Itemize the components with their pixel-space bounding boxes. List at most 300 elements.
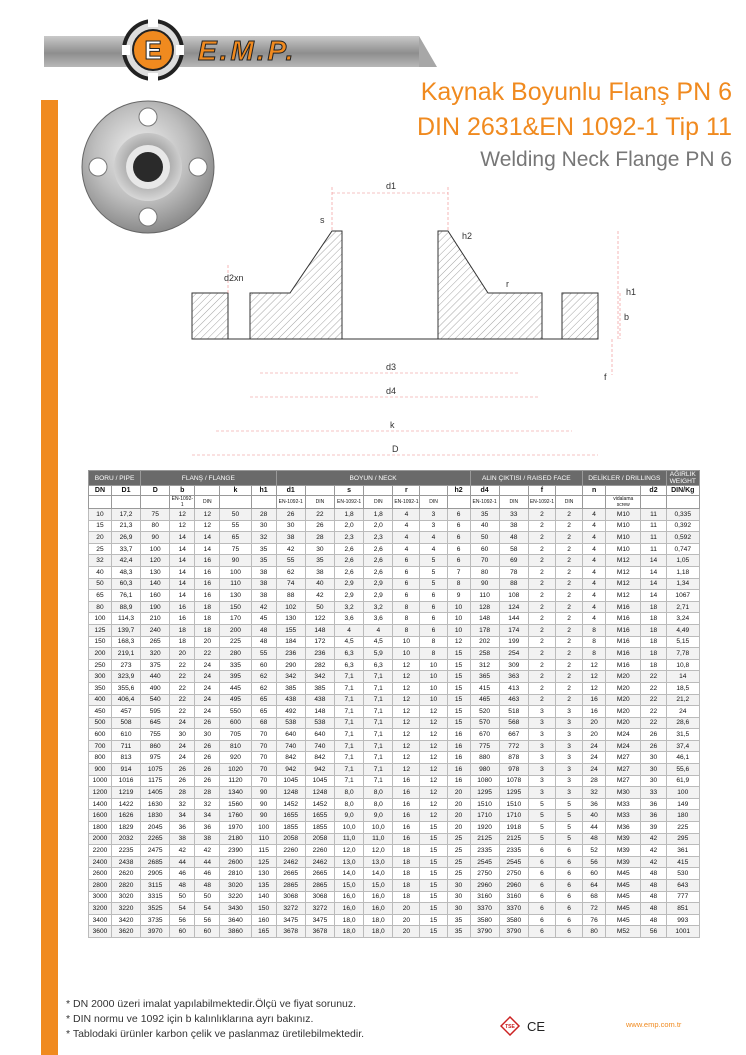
table-cell: 16 xyxy=(447,752,470,764)
table-cell: 2390 xyxy=(220,845,251,857)
table-cell: 6 xyxy=(393,555,420,567)
table-cell: 980 xyxy=(470,764,499,776)
website-link[interactable]: www.emp.com.tr xyxy=(626,1020,682,1029)
table-cell: 2600 xyxy=(89,868,112,880)
table-cell: 4 xyxy=(583,613,606,625)
table-cell: 0,592 xyxy=(666,532,699,544)
table-cell: 32 xyxy=(89,555,112,567)
table-cell: 26 xyxy=(195,717,220,729)
table-cell: 100 xyxy=(141,543,170,555)
table-cell: 2,6 xyxy=(364,555,393,567)
table-cell: 155 xyxy=(276,624,305,636)
table-cell: 1045 xyxy=(276,775,305,787)
table-row xyxy=(89,787,700,799)
table-cell: 4 xyxy=(583,520,606,532)
table-cell: 1000 xyxy=(89,775,112,787)
table-cell: 645 xyxy=(141,717,170,729)
table-cell: 2,0 xyxy=(335,520,364,532)
table-cell: 34 xyxy=(195,810,220,822)
table-cell: 4 xyxy=(393,532,420,544)
table-cell: 32 xyxy=(251,532,276,544)
table-cell: 3 xyxy=(555,787,582,799)
table-cell: 508 xyxy=(111,717,140,729)
table-cell: 878 xyxy=(499,752,528,764)
table-cell: M10 xyxy=(606,509,641,521)
table-cell: 2545 xyxy=(499,856,528,868)
table-cell: 22 xyxy=(170,671,195,683)
table-cell: 76,1 xyxy=(111,590,140,602)
table-cell: 12 xyxy=(447,636,470,648)
table-cell: 12 xyxy=(195,520,220,532)
table-cell: 16 xyxy=(583,706,606,718)
table-cell: 90 xyxy=(141,532,170,544)
table-cell: 6 xyxy=(555,891,582,903)
table-cell: 1830 xyxy=(141,810,170,822)
table-cell: 140 xyxy=(251,891,276,903)
table-cell: 7,1 xyxy=(364,752,393,764)
table-cell: 13,0 xyxy=(335,856,364,868)
table-cell: M12 xyxy=(606,590,641,602)
table-cell: 2 xyxy=(555,648,582,660)
table-cell: 4 xyxy=(393,509,420,521)
table-cell: 14,0 xyxy=(335,868,364,880)
table-cell: 8 xyxy=(393,601,420,613)
table-cell: 18 xyxy=(393,880,420,892)
table-cell: 130 xyxy=(220,590,251,602)
table-cell: 225 xyxy=(220,636,251,648)
table-cell: 68 xyxy=(583,891,606,903)
table-row xyxy=(89,671,700,683)
table-cell: 3860 xyxy=(220,926,251,938)
table-cell: 15 xyxy=(420,926,447,938)
table-cell: 60 xyxy=(251,659,276,671)
table-cell: 3272 xyxy=(276,903,305,915)
table-cell: 14 xyxy=(641,555,666,567)
table-cell: 150 xyxy=(220,601,251,613)
table-cell: 4 xyxy=(420,543,447,555)
table-cell: 7,1 xyxy=(335,706,364,718)
table-cell: 130 xyxy=(251,868,276,880)
table-cell: 90 xyxy=(470,578,499,590)
table-cell: 740 xyxy=(305,740,334,752)
table-cell: M27 xyxy=(606,775,641,787)
table-cell: 6 xyxy=(555,926,582,938)
table-cell: 46 xyxy=(195,868,220,880)
table-cell: 14 xyxy=(170,590,195,602)
table-cell: 5 xyxy=(528,822,555,834)
group-weight: AĞIRLIK WEIGHT xyxy=(666,471,699,486)
table-cell: 3 xyxy=(528,787,555,799)
table-cell: 26 xyxy=(641,740,666,752)
table-row xyxy=(89,543,700,555)
table-cell: 595 xyxy=(141,706,170,718)
table-cell: 15 xyxy=(447,706,470,718)
table-cell: 993 xyxy=(666,914,699,926)
table-cell: 7 xyxy=(447,566,470,578)
table-row xyxy=(89,822,700,834)
table-cell: 80 xyxy=(583,926,606,938)
table-cell: 2 xyxy=(528,578,555,590)
column-subheader: DIN xyxy=(305,496,334,509)
table-cell: 3115 xyxy=(141,880,170,892)
column-subheader: EN-1092-1 xyxy=(335,496,364,509)
table-cell: 7,78 xyxy=(666,648,699,660)
table-cell: 148 xyxy=(305,624,334,636)
table-cell: 50 xyxy=(89,578,112,590)
table-cell: 190 xyxy=(141,601,170,613)
table-row xyxy=(89,613,700,625)
table-cell: 320 xyxy=(141,648,170,660)
table-cell: 42 xyxy=(641,845,666,857)
table-cell: 30 xyxy=(641,764,666,776)
table-cell: 14 xyxy=(641,566,666,578)
table-cell: 12 xyxy=(195,509,220,521)
table-cell: 38 xyxy=(276,532,305,544)
table-cell: 914 xyxy=(111,764,140,776)
table-cell: 10,8 xyxy=(666,659,699,671)
table-cell: 15 xyxy=(420,856,447,868)
table-cell: 10 xyxy=(420,659,447,671)
table-cell: 3 xyxy=(528,752,555,764)
table-cell: 568 xyxy=(499,717,528,729)
table-cell: 2750 xyxy=(470,868,499,880)
table-cell: 30 xyxy=(251,520,276,532)
table-cell: 3 xyxy=(555,752,582,764)
table-row xyxy=(89,648,700,660)
table-cell: 14 xyxy=(641,578,666,590)
table-cell: 110 xyxy=(251,833,276,845)
table-cell: 14 xyxy=(195,532,220,544)
table-cell: 4,49 xyxy=(666,624,699,636)
table-cell: 26 xyxy=(305,520,334,532)
column-subheader xyxy=(89,496,112,509)
table-cell: 168,3 xyxy=(111,636,140,648)
table-cell: 395 xyxy=(220,671,251,683)
table-cell: 24 xyxy=(195,659,220,671)
table-cell: 700 xyxy=(89,740,112,752)
table-cell: 38 xyxy=(305,566,334,578)
table-cell: 2 xyxy=(555,543,582,555)
table-cell: 14,0 xyxy=(364,868,393,880)
table-cell: 7,1 xyxy=(364,671,393,683)
table-cell: 265 xyxy=(141,636,170,648)
table-cell: 22 xyxy=(641,694,666,706)
table-cell: 2665 xyxy=(276,868,305,880)
table-cell: 3315 xyxy=(141,891,170,903)
table-cell: 600 xyxy=(220,717,251,729)
table-cell: 178 xyxy=(470,624,499,636)
table-row xyxy=(89,624,700,636)
brand-name: E.M.P. xyxy=(198,35,297,66)
table-cell: 342 xyxy=(305,671,334,683)
table-cell: 55,6 xyxy=(666,764,699,776)
group-neck: BOYUN / NECK xyxy=(276,471,470,486)
table-cell: 38 xyxy=(251,578,276,590)
table-cell: 210 xyxy=(141,613,170,625)
table-cell: 70 xyxy=(251,764,276,776)
table-cell: 60 xyxy=(170,926,195,938)
table-cell: 13,0 xyxy=(364,856,393,868)
table-cell: 40 xyxy=(583,810,606,822)
table-cell: 124 xyxy=(499,601,528,613)
table-cell: 7,1 xyxy=(335,775,364,787)
table-cell: 1078 xyxy=(499,775,528,787)
accent-side-bar xyxy=(41,100,58,1055)
table-cell: 3 xyxy=(555,775,582,787)
column-header: DN xyxy=(89,486,112,496)
table-cell: 361 xyxy=(666,845,699,857)
table-cell: 42 xyxy=(195,845,220,857)
table-cell: 457 xyxy=(111,706,140,718)
table-cell: 2475 xyxy=(141,845,170,857)
table-cell: 3 xyxy=(420,509,447,521)
table-cell: 1655 xyxy=(305,810,334,822)
table-row xyxy=(89,880,700,892)
table-cell: 14 xyxy=(195,543,220,555)
table-cell: 40 xyxy=(470,520,499,532)
table-row xyxy=(89,891,700,903)
table-cell: 26 xyxy=(276,509,305,521)
table-cell: M20 xyxy=(606,706,641,718)
table-cell: 20 xyxy=(447,787,470,799)
table-cell: 26 xyxy=(170,764,195,776)
table-cell: 4 xyxy=(364,624,393,636)
table-cell: 90 xyxy=(220,555,251,567)
table-cell: 2 xyxy=(528,671,555,683)
table-cell: 2,6 xyxy=(335,555,364,567)
table-cell: 15 xyxy=(447,694,470,706)
table-cell: 2960 xyxy=(470,880,499,892)
table-cell: 18 xyxy=(641,636,666,648)
table-cell: 78 xyxy=(499,566,528,578)
table-cell: 12 xyxy=(583,659,606,671)
table-cell: 2 xyxy=(555,601,582,613)
table-cell: 800 xyxy=(89,752,112,764)
table-cell: 12 xyxy=(420,798,447,810)
table-cell: 711 xyxy=(111,740,140,752)
table-cell: 149 xyxy=(666,798,699,810)
table-cell: 2,9 xyxy=(335,590,364,602)
table-cell: 115 xyxy=(251,845,276,857)
table-cell: 355,6 xyxy=(111,682,140,694)
table-cell: 18,5 xyxy=(666,682,699,694)
table-cell: 12 xyxy=(420,775,447,787)
table-cell: 2 xyxy=(528,555,555,567)
table-cell: 24 xyxy=(583,764,606,776)
table-cell: 16,0 xyxy=(335,903,364,915)
table-cell: 400 xyxy=(89,694,112,706)
table-cell: 6 xyxy=(555,868,582,880)
table-cell: 3475 xyxy=(305,914,334,926)
table-cell: 12 xyxy=(393,682,420,694)
column-subheader: DIN xyxy=(195,496,220,509)
column-subheader: DIN xyxy=(499,496,528,509)
table-cell: 35 xyxy=(447,926,470,938)
table-cell: 2180 xyxy=(220,833,251,845)
table-cell: 2 xyxy=(528,566,555,578)
title-en: Welding Neck Flange PN 6 xyxy=(480,148,732,171)
table-cell: 3970 xyxy=(141,926,170,938)
table-cell: 18 xyxy=(195,624,220,636)
table-cell: 6 xyxy=(528,856,555,868)
table-cell: 1016 xyxy=(111,775,140,787)
table-cell: 15 xyxy=(420,822,447,834)
table-cell: 7,1 xyxy=(364,694,393,706)
table-cell: 18 xyxy=(393,891,420,903)
table-cell: 4,5 xyxy=(335,636,364,648)
table-cell: 65 xyxy=(251,706,276,718)
table-cell: 15 xyxy=(89,520,112,532)
table-cell: 772 xyxy=(499,740,528,752)
table-cell: 2 xyxy=(528,601,555,613)
dim-d1: d1 xyxy=(386,181,397,191)
table-cell: 465 xyxy=(470,694,499,706)
table-cell: 3,2 xyxy=(335,601,364,613)
column-header: d1 xyxy=(276,486,305,496)
table-cell: 254 xyxy=(499,648,528,660)
table-cell: 30 xyxy=(447,880,470,892)
table-cell: 3,24 xyxy=(666,613,699,625)
table-cell: 55 xyxy=(276,555,305,567)
table-cell: M20 xyxy=(606,682,641,694)
table-cell: 44 xyxy=(583,822,606,834)
table-cell: 5 xyxy=(555,833,582,845)
table-cell: 282 xyxy=(305,659,334,671)
table-cell: 16 xyxy=(447,729,470,741)
table-cell: 3 xyxy=(555,764,582,776)
table-cell: 942 xyxy=(305,764,334,776)
table-cell: 16,0 xyxy=(364,903,393,915)
table-cell: 12 xyxy=(393,694,420,706)
table-cell: 6 xyxy=(420,613,447,625)
column-header: D xyxy=(141,486,170,496)
table-cell: 2032 xyxy=(111,833,140,845)
table-cell: 12 xyxy=(393,659,420,671)
table-cell: 842 xyxy=(305,752,334,764)
table-cell: 1855 xyxy=(276,822,305,834)
table-cell: 1020 xyxy=(220,764,251,776)
table-cell: 20 xyxy=(195,636,220,648)
table-cell: 309 xyxy=(499,659,528,671)
table-cell: 1,05 xyxy=(666,555,699,567)
table-cell: 1452 xyxy=(276,798,305,810)
table-cell: 20 xyxy=(583,717,606,729)
table-cell: 2 xyxy=(555,532,582,544)
table-cell: M33 xyxy=(606,810,641,822)
footnotes xyxy=(66,997,364,1042)
table-cell: M16 xyxy=(606,648,641,660)
table-cell: M16 xyxy=(606,613,641,625)
dim-d4: d4 xyxy=(386,386,397,396)
table-cell: 61,9 xyxy=(666,775,699,787)
table-cell: 21,2 xyxy=(666,694,699,706)
table-cell: 520 xyxy=(470,706,499,718)
table-cell: 2260 xyxy=(276,845,305,857)
table-cell: 2,9 xyxy=(364,578,393,590)
table-cell: 33 xyxy=(499,509,528,521)
table-cell: 18 xyxy=(393,845,420,857)
table-cell: 15 xyxy=(447,682,470,694)
table-cell: 11,0 xyxy=(335,833,364,845)
table-cell: 2810 xyxy=(220,868,251,880)
table-cell: 12 xyxy=(393,740,420,752)
column-subheader xyxy=(666,496,699,509)
table-cell: 20 xyxy=(170,648,195,660)
column-subheader: vidalama screw xyxy=(606,496,641,509)
table-cell: 1001 xyxy=(666,926,699,938)
group-flange: FLANŞ / FLANGE xyxy=(141,471,277,486)
emp-logo xyxy=(120,17,186,83)
table-cell: 4 xyxy=(583,543,606,555)
table-cell: 12 xyxy=(420,787,447,799)
table-cell: 16 xyxy=(393,775,420,787)
table-cell: 16 xyxy=(583,694,606,706)
table-cell: 26 xyxy=(195,764,220,776)
table-cell: 2 xyxy=(528,648,555,660)
table-cell: 75 xyxy=(220,543,251,555)
table-cell: 11 xyxy=(641,509,666,521)
table-cell: 22 xyxy=(195,648,220,660)
column-header xyxy=(499,486,528,496)
table-cell: 15 xyxy=(447,717,470,729)
table-row xyxy=(89,659,700,671)
column-subheader: DIN xyxy=(420,496,447,509)
dim-h1: h1 xyxy=(626,287,637,297)
table-cell: 2,71 xyxy=(666,601,699,613)
table-cell: 2,9 xyxy=(335,578,364,590)
table-cell: 2 xyxy=(555,555,582,567)
table-row xyxy=(89,740,700,752)
table-cell: 1760 xyxy=(220,810,251,822)
table-cell: 18 xyxy=(641,601,666,613)
table-cell: 11 xyxy=(641,520,666,532)
table-cell: 2,9 xyxy=(364,590,393,602)
column-header xyxy=(195,486,220,496)
table-cell: 70 xyxy=(470,555,499,567)
table-cell: 22 xyxy=(641,671,666,683)
column-header: k xyxy=(220,486,251,496)
table-cell: 7,1 xyxy=(335,752,364,764)
table-cell: 2 xyxy=(528,624,555,636)
table-cell: 6 xyxy=(555,903,582,915)
table-cell: 4 xyxy=(335,624,364,636)
table-cell: 942 xyxy=(276,764,305,776)
table-cell: 30 xyxy=(305,543,334,555)
table-cell: 4 xyxy=(583,601,606,613)
table-cell: 18,0 xyxy=(364,926,393,938)
table-cell: 16 xyxy=(195,578,220,590)
dim-b: b xyxy=(624,312,630,322)
table-cell: 16 xyxy=(393,822,420,834)
table-cell: 7,1 xyxy=(364,764,393,776)
table-cell: 3678 xyxy=(276,926,305,938)
table-cell: 48 xyxy=(641,914,666,926)
column-subheader: EN-1092-1 xyxy=(276,496,305,509)
table-cell: 3580 xyxy=(499,914,528,926)
table-cell: 20 xyxy=(447,822,470,834)
table-cell: 18 xyxy=(170,636,195,648)
table-cell: 3430 xyxy=(220,903,251,915)
table-cell: 12 xyxy=(393,764,420,776)
table-cell: 40 xyxy=(89,566,112,578)
table-cell: 3160 xyxy=(499,891,528,903)
table-cell: 50 xyxy=(195,891,220,903)
table-cell: 12 xyxy=(583,682,606,694)
table-cell: 15 xyxy=(420,914,447,926)
table-cell: 28 xyxy=(170,787,195,799)
table-cell: 37,4 xyxy=(666,740,699,752)
table-cell: 1120 xyxy=(220,775,251,787)
